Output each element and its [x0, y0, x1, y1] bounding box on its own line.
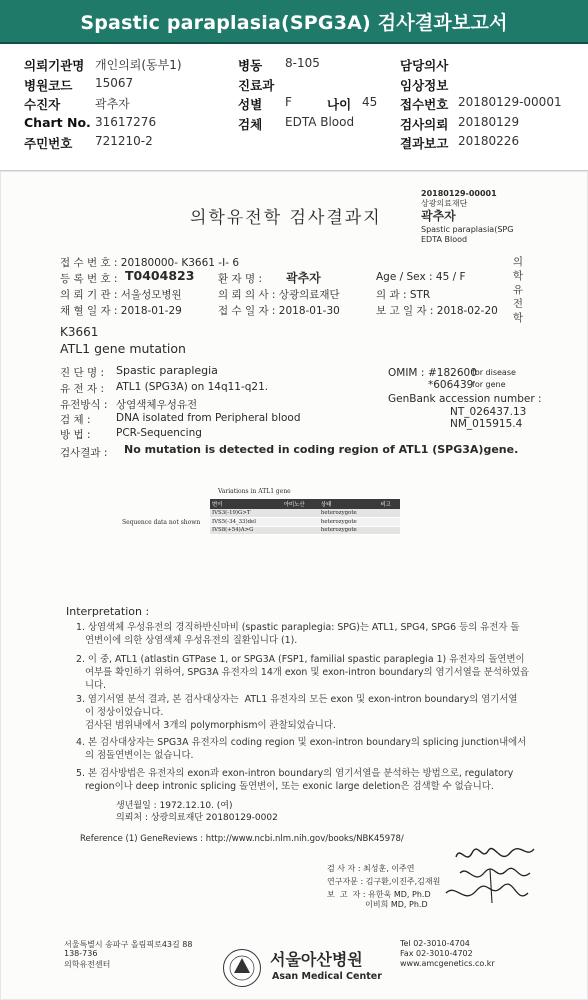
- gene-label: 유 전 자 :: [60, 383, 104, 395]
- variation-cell: IVS5(-34_33)del: [210, 518, 282, 527]
- genbank-label: GenBank accession number :: [388, 393, 542, 405]
- stamp-org: 상광의료재단: [421, 199, 468, 208]
- interpretation-item-5: 5. 본 검사방법은 유전자의 exon과 exon-intron boundary의 염기서열을 분석하는 방법으로, regulatory region이나 deep intronic splicing 돌연변이, 또는 exonic large deletion은 검색할 수 없습니다.: [76, 768, 514, 792]
- info-patient-value: 곽추자: [286, 271, 321, 285]
- info-age-sex: Age / Sex : 45 / F: [376, 271, 466, 283]
- method-label: 방 법 :: [60, 429, 91, 441]
- variation-cell: heterozygote: [319, 526, 379, 535]
- inheritance-label: 유전방식 :: [60, 399, 108, 411]
- variation-cell: heterozygote: [319, 509, 379, 518]
- info-collect-date: 채 혈 일 자 : 2018-01-29: [60, 305, 182, 317]
- signer-reporter-2: 이비희 MD, Ph.D: [327, 900, 428, 909]
- stamp-accession-no: 20180129-00001: [421, 189, 497, 198]
- info-reg-label: 등 록 번 호 :: [60, 273, 118, 285]
- value-resident-no: 721210-2: [95, 134, 153, 148]
- footer-address-3: 의학유전센터: [64, 960, 111, 969]
- label-clinical-info: 임상정보: [400, 78, 449, 93]
- specimen-label: 검 체 :: [60, 414, 91, 426]
- label-age: 나이: [327, 97, 352, 112]
- report-banner-title: Spastic paraplasia(SPG3A) 검사결과보고서: [0, 0, 588, 44]
- footer-address-1: 서울특별시 송파구 올림픽로43길 88: [64, 940, 193, 949]
- info-patient-label: 환 자 명 :: [218, 273, 262, 285]
- side-vertical-text: 의 학 유 전 학: [512, 256, 524, 324]
- label-resident-no: 주민번호: [24, 136, 73, 151]
- variation-cell: [378, 509, 400, 518]
- stamp-patient-name: 곽추자: [421, 209, 456, 223]
- omim-gene-tag: for gene: [472, 380, 506, 389]
- gene-title: ATL1 gene mutation: [60, 341, 186, 356]
- variation-caption: Variations in ATL1 gene: [218, 488, 291, 495]
- variation-col-status: 상태: [319, 499, 379, 509]
- label-specimen: 검체: [238, 117, 263, 132]
- dx-label: 진 단 명 :: [60, 367, 104, 379]
- label-patient: 수진자: [24, 97, 61, 112]
- variation-table: [210, 499, 400, 535]
- label-sex: 성별: [238, 97, 263, 112]
- label-physician: 담당의사: [400, 58, 449, 73]
- value-chart-no: 31617276: [95, 115, 157, 129]
- interpretation-item-2: 2. 이 중, ATL1 (atlastin GTPase 1, or SPG3A (FSP1, familial spastic paraplegia 1) 유전자의 돌연변이 여부를 확인하기 위하여, SPG3A 유전자의 14개 exon 및 exon-intron boundary의 염기서열을 분석하였읍 니다.: [76, 654, 530, 691]
- hospital-name-ko: 서울아산병원: [270, 950, 363, 969]
- test-code: K3661: [60, 325, 99, 339]
- value-specimen: EDTA Blood: [285, 115, 355, 129]
- stamp-test: Spastic paraplasia(SPG: [421, 225, 514, 234]
- label-chart-no: Chart No.: [24, 115, 91, 130]
- signer-reporter: 보 고 자 : 유한욱 MD, Ph.D: [327, 890, 431, 899]
- scanned-report: [0, 170, 588, 1000]
- omim-disease-no: #182600: [428, 367, 477, 379]
- omim-gene-no: *606439: [428, 379, 474, 391]
- info-reg-value: T0404823: [125, 268, 195, 283]
- dx-value: Spastic paraplegia: [116, 364, 218, 377]
- label-request-date: 검사의뢰: [400, 117, 449, 132]
- interpretation-item-1: 1. 상염색체 우성유전의 경직하반신마비 (spastic paraplegia: SPG)는 ATL1, SPG4, SPG6 등의 유전자 돌 연변이에 의한 상염색체 우성유전의 질환입니다 (1).: [76, 622, 520, 646]
- info-report-date: 보 고 일 자 : 2018-02-20: [376, 305, 498, 317]
- variation-header-row: [210, 499, 400, 509]
- value-report-date: 20180226: [458, 134, 520, 148]
- reference: Reference (1) GeneReviews : http://www.ncbi.nlm.nih.gov/books/NBK45978/: [80, 834, 404, 844]
- signature-image: [430, 843, 548, 913]
- header-info: [0, 52, 588, 152]
- interpretation-title: Interpretation :: [66, 605, 150, 618]
- method-value: PCR-Sequencing: [116, 427, 202, 439]
- requester: 의뢰처 : 상광의료재단 20180129-0002: [116, 813, 278, 823]
- variation-col-aa: 아미노산: [282, 499, 319, 509]
- variation-cell: [282, 526, 319, 535]
- result-text: No mutation is detected in coding region of ATL1 (SPG3A)gene.: [124, 443, 519, 456]
- value-accession-no: 20180129-00001: [458, 95, 562, 109]
- label-hospital-code: 병원코드: [24, 78, 73, 93]
- table-row: [210, 526, 400, 535]
- birth-date: 생년월일 : 1972.12.10. (여): [116, 801, 233, 811]
- info-institution: 의 뢰 기 관 : 서울성모병원: [60, 289, 182, 301]
- variation-cell: [378, 526, 400, 535]
- value-sex: F: [285, 95, 292, 109]
- signer-tester: 검 사 자 : 최성훈, 이주연: [327, 864, 415, 873]
- table-row: [210, 518, 400, 527]
- variation-cell: [282, 518, 319, 527]
- inheritance-value: 상염색체우성유전: [116, 399, 198, 411]
- footer-address-2: 138-736: [64, 949, 98, 958]
- footer-website: www.amcgenetics.co.kr: [400, 959, 495, 968]
- variation-col-note: 비고: [378, 499, 400, 509]
- variation-cell: [282, 509, 319, 518]
- genbank-acc1: NT_026437.13: [450, 406, 527, 418]
- info-accession: 접 수 번 호 : 20180000- K3661 -I- 6: [60, 257, 240, 269]
- footer-fax: Fax 02-3010-4702: [400, 949, 473, 958]
- variation-col-variant: 변이: [210, 499, 282, 509]
- stamp-specimen: EDTA Blood: [421, 235, 468, 244]
- variation-cell: heterozygote: [319, 518, 379, 527]
- info-doctor: 의 뢰 의 사 : 상광의료재단: [218, 289, 340, 301]
- label-accession-no: 접수번호: [400, 97, 449, 112]
- footer-tel: Tel 02-3010-4704: [400, 939, 470, 948]
- value-age: 45: [362, 95, 378, 109]
- specimen-value: DNA isolated from Peripheral blood: [116, 412, 301, 424]
- gene-value: ATL1 (SPG3A) on 14q11-q21.: [116, 381, 269, 393]
- value-hospital-code: 15067: [95, 76, 134, 90]
- variation-cell: IVS8(+54)A>G: [210, 526, 282, 535]
- asan-foundation-logo: [222, 948, 262, 988]
- interpretation-item-4: 4. 본 검사대상자는 SPG3A 유전자의 coding region 및 exon-intron boundary의 splicing junction내에서 의 점돌연변이는 없습니다.: [76, 737, 527, 761]
- omim-label: OMIM :: [388, 367, 425, 379]
- value-request-date: 20180129: [458, 115, 520, 129]
- variation-side-label: Sequence data not shown: [122, 519, 201, 526]
- hospital-name-en: Asan Medical Center: [272, 971, 382, 982]
- label-department: 진료과: [238, 78, 275, 93]
- variation-cell: IVS3(-19)G>T: [210, 509, 282, 518]
- value-ward: 8-105: [285, 56, 320, 70]
- signer-advisor: 연구자문 : 김구환,이진주,김재원: [327, 877, 441, 886]
- variation-cell: [378, 518, 400, 527]
- label-ward: 병동: [238, 58, 263, 73]
- interpretation-item-3: 3. 염기서열 분석 결과, 본 검사대상자는 ATL1 유전자의 모든 exon 및 exon-intron boundary의 염기서열 이 정상이었습니다. 검사된 범위내에서 3개의 polymorphism이 관찰되었습니다.: [76, 694, 518, 731]
- label-institution: 의뢰기관명: [24, 58, 85, 73]
- report-title: 의학유전학 검사결과지: [190, 208, 382, 228]
- omim-disease-tag: for disease: [472, 368, 516, 377]
- value-institution: 개인의뢰(동부1): [95, 58, 182, 72]
- table-row: [210, 509, 400, 518]
- value-patient: 곽추자: [95, 97, 130, 111]
- result-label: 검사결과 :: [60, 447, 108, 459]
- genbank-acc2: NM_015915.4: [450, 418, 523, 430]
- info-receive-date: 접 수 일 자 : 2018-01-30: [218, 305, 340, 317]
- label-report-date: 결과보고: [400, 136, 449, 151]
- info-dept: 의 과 : STR: [376, 289, 431, 301]
